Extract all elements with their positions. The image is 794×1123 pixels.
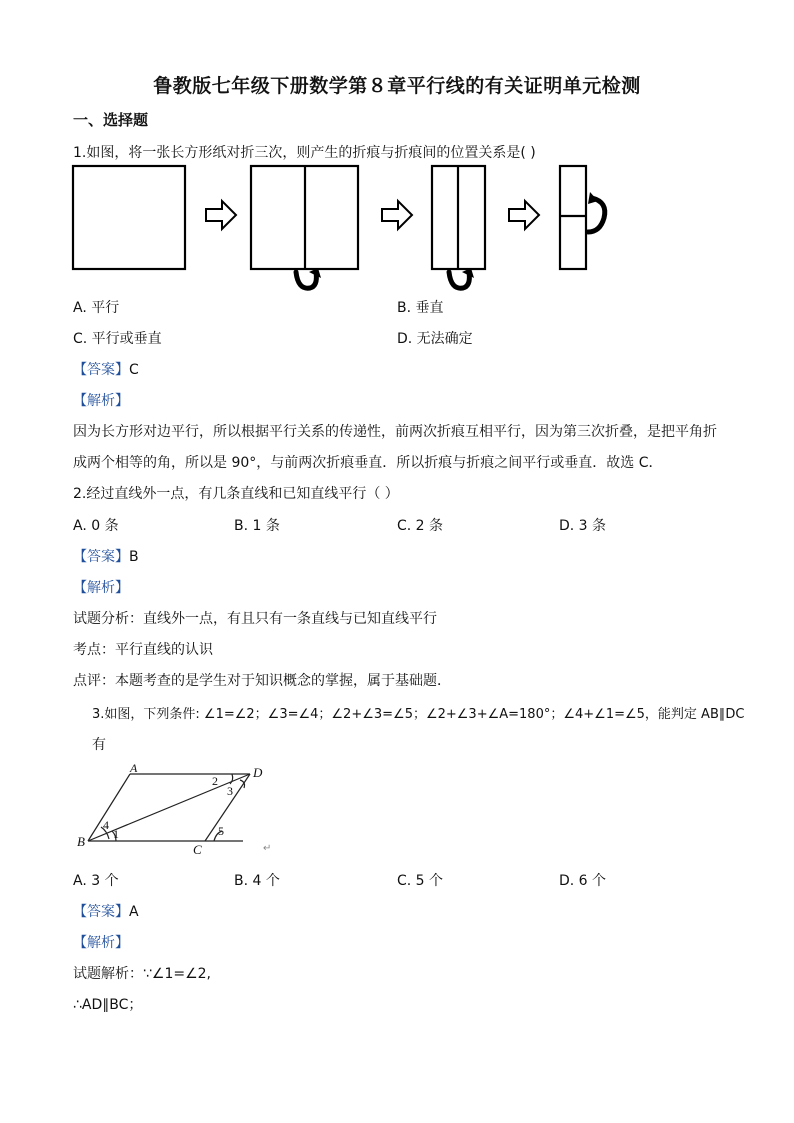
q1-option-a: A. 平行 <box>73 300 120 316</box>
question-3-stem: 3.如图，下列条件: ∠1=∠2；∠3=∠4；∠2+∠3=∠5；∠2+∠3+∠A=180°；∠4+∠1=∠5，能判定 AB∥DC <box>92 707 745 722</box>
q3-option-a: A. 3 个 <box>73 873 119 889</box>
q2-analysis-label: 【解析】 <box>73 580 129 596</box>
label-angle-4: 4 <box>103 818 109 832</box>
q3-analysis-label: 【解析】 <box>73 935 129 951</box>
label-angle-5: 5 <box>218 824 224 838</box>
question-1-stem: 1.如图，将一张长方形纸对折三次，则产生的折痕与折痕间的位置关系是( ) <box>73 145 536 161</box>
q3-option-b: B. 4 个 <box>234 873 280 889</box>
q1-option-b: B. 垂直 <box>397 300 444 316</box>
q1-option-d: D. 无法确定 <box>397 331 473 347</box>
q1-analysis-label: 【解析】 <box>73 393 129 409</box>
q1-answer: 【答案】C <box>73 362 139 378</box>
q3-analysis-line-1: 试题解析：∵∠1=∠2, <box>73 966 212 982</box>
label-d: D <box>253 765 263 780</box>
q3-option-d: D. 6 个 <box>559 873 607 889</box>
q1-analysis-line-2: 成两个相等的角，所以是 90°，与前两次折痕垂直．所以折痕与折痕之间平行或垂直．故选 C． <box>73 455 663 471</box>
q2-option-b: B. 1 条 <box>234 518 280 534</box>
q1-option-c: C. 平行或垂直 <box>73 331 162 347</box>
q3-analysis-line-2: ∴AD∥BC； <box>73 997 143 1013</box>
segment-ab <box>88 774 130 841</box>
label-c: C <box>193 842 202 857</box>
question-2-stem: 2.经过直线外一点，有几条直线和已知直线平行（ ） <box>73 486 399 502</box>
label-angle-1: 1 <box>113 827 119 841</box>
q2-answer: 【答案】B <box>73 549 139 565</box>
page-title: 鲁教版七年级下册数学第８章平行线的有关证明单元检测 <box>153 75 641 97</box>
question-3-stem-cont: 有 <box>92 737 106 753</box>
paragraph-mark-icon: ↵ <box>263 843 272 854</box>
label-angle-2: 2 <box>212 774 218 788</box>
label-a: A <box>130 761 138 775</box>
q2-analysis-line-3: 点评：本题考查的是学生对于知识概念的掌握，属于基础题． <box>73 673 451 689</box>
q3-answer: 【答案】A <box>73 904 139 920</box>
q2-option-d: D. 3 条 <box>559 518 607 534</box>
angle-arc <box>240 780 245 788</box>
section-heading: 一、选择题 <box>73 111 149 129</box>
q2-option-c: C. 2 条 <box>397 518 444 534</box>
q1-analysis-line-1: 因为长方形对边平行，所以根据平行关系的传递性，前两次折痕互相平行，因为第三次折叠，是把平角折 <box>73 424 717 440</box>
q3-option-c: C. 5 个 <box>397 873 444 889</box>
q2-analysis-line-1: 试题分析：直线外一点，有且只有一条直线与已知直线平行 <box>73 611 437 627</box>
label-angle-3: 3 <box>227 784 233 798</box>
label-b: B <box>77 834 85 849</box>
q2-analysis-line-2: 考点：平行直线的认识 <box>73 642 213 658</box>
q2-option-a: A. 0 条 <box>73 518 119 534</box>
